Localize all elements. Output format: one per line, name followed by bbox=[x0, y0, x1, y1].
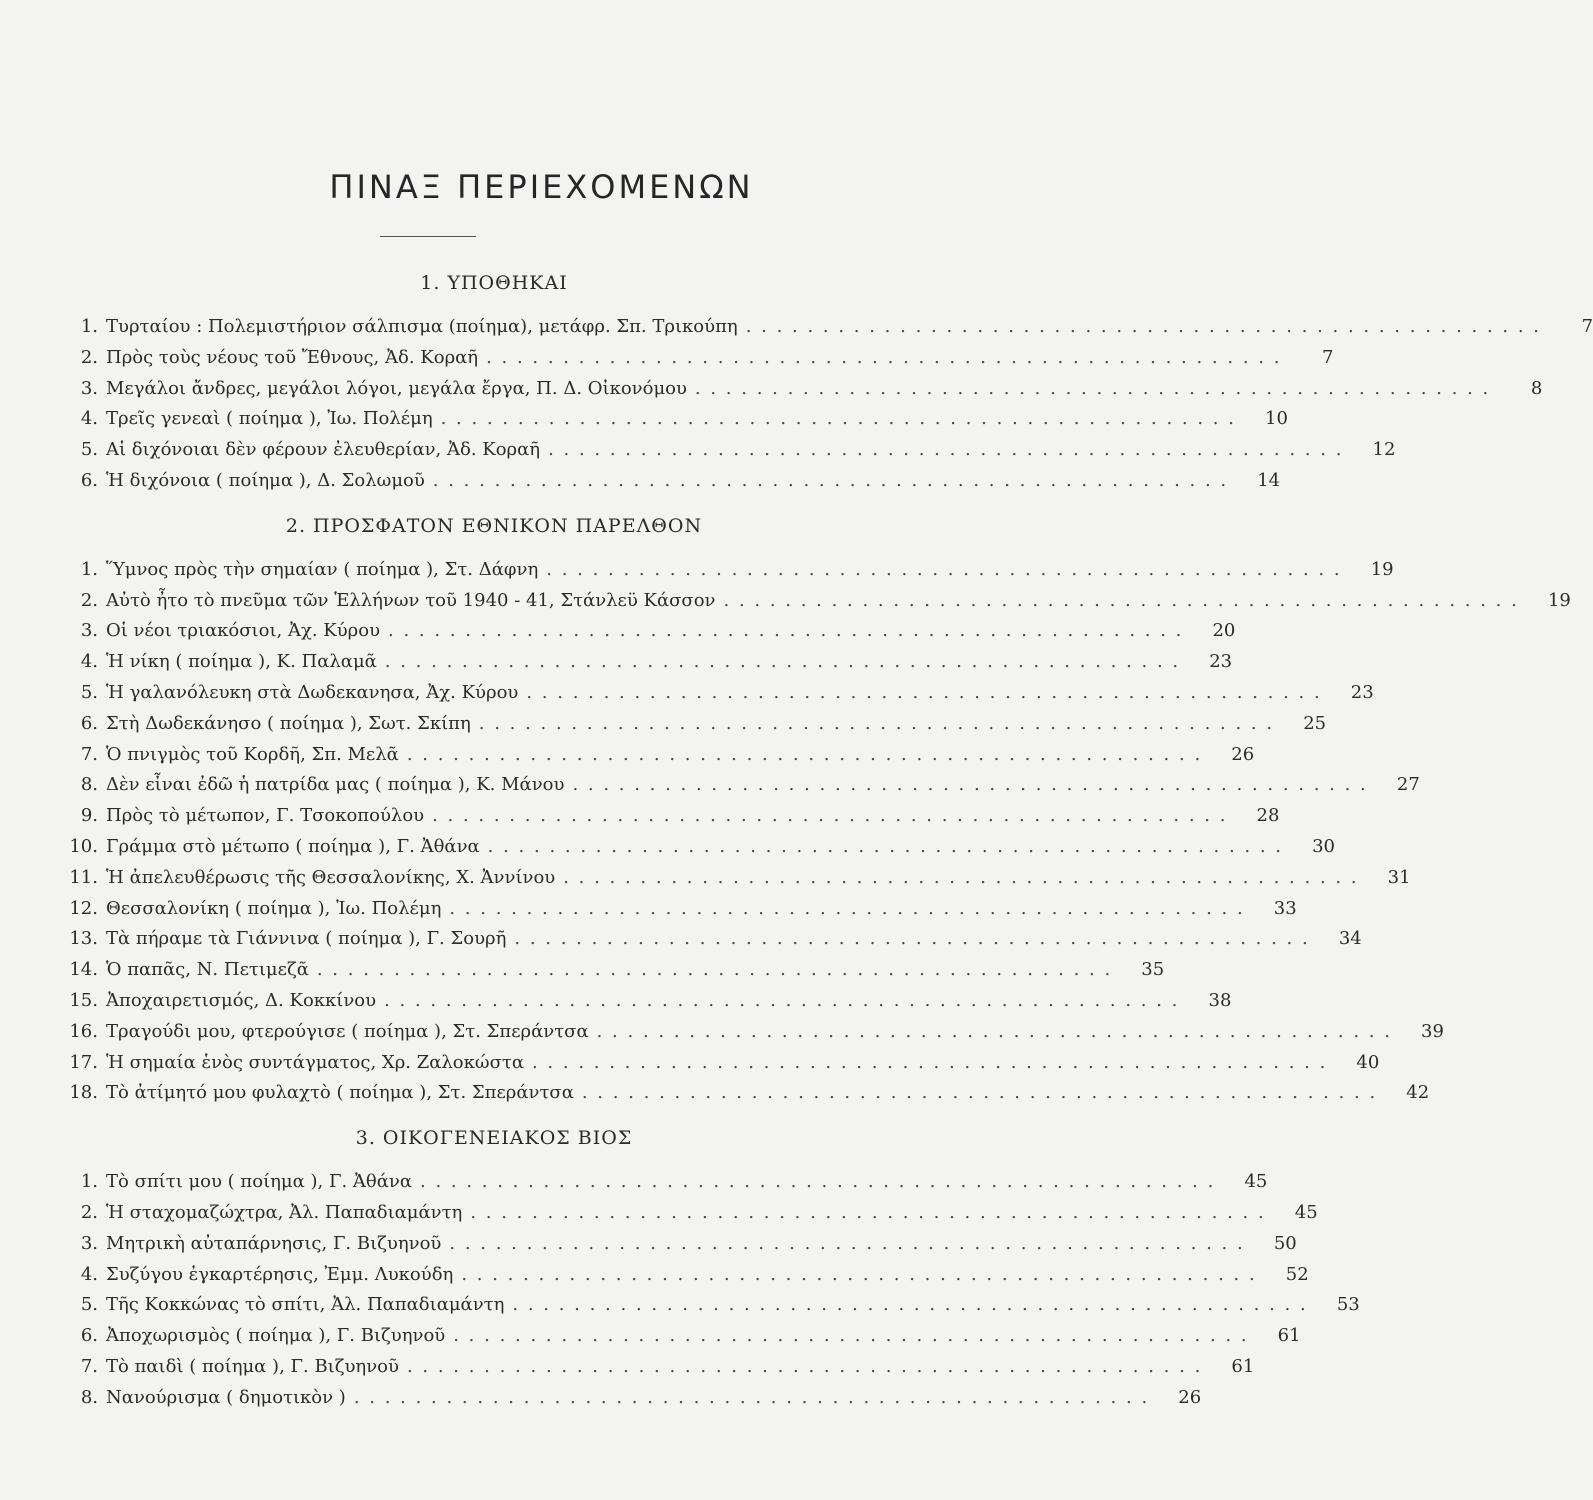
dot-leader bbox=[453, 1321, 1248, 1352]
toc-entry bbox=[58, 801, 1280, 832]
entry-page-number: 12 bbox=[1372, 439, 1396, 461]
dot-leader bbox=[354, 1383, 1149, 1414]
toc-entry bbox=[58, 1167, 1268, 1198]
entry-number: 5. bbox=[80, 1294, 98, 1316]
entry-page-number: 45 bbox=[1244, 1171, 1268, 1193]
toc-entry bbox=[58, 832, 1336, 863]
dot-leader bbox=[384, 986, 1179, 1017]
dot-leader bbox=[695, 374, 1490, 405]
entry-page-number: 14 bbox=[1257, 469, 1281, 491]
entry-title: Ὁ παπᾶς, Ν. Πετιμεζᾶ bbox=[106, 959, 309, 981]
toc-entry bbox=[58, 1260, 1309, 1291]
entry-title: Ἡ διχόνοια ( ποίημα ), Δ. Σολωμοῦ bbox=[106, 469, 425, 491]
entry-number: 2. bbox=[80, 1201, 98, 1223]
entry-title: Συζύγου ἐγκαρτέρησις, Ἐμμ. Λυκούδη bbox=[106, 1263, 454, 1285]
entry-page-number: 25 bbox=[1303, 712, 1327, 734]
entry-title: Τραγούδι μου, φτερούγισε ( ποίημα ), Στ. Σπεράντσα bbox=[106, 1020, 589, 1042]
entry-number: 2. bbox=[80, 589, 98, 611]
entry-number: 5. bbox=[80, 439, 98, 461]
entry-number: 1. bbox=[80, 1171, 98, 1193]
toc-entry bbox=[58, 647, 1233, 678]
toc-entry bbox=[58, 1017, 1444, 1048]
entry-title: Θεσσαλονίκη ( ποίημα ), Ἰω. Πολέμη bbox=[106, 897, 442, 919]
entry-number: 8. bbox=[80, 1386, 98, 1408]
entry-page-number: 7 bbox=[1581, 316, 1593, 337]
entry-number: 13. bbox=[69, 928, 98, 950]
entry-page-number: 26 bbox=[1178, 1386, 1202, 1408]
section-gap bbox=[58, 497, 930, 507]
entry-number: 3. bbox=[80, 620, 98, 642]
entry-title: Μητρικὴ αὐταπάρνησις, Γ. Βιζυηνοῦ bbox=[106, 1232, 442, 1254]
entry-title: Τὸ σπίτι μου ( ποίημα ), Γ. Ἀθάνα bbox=[106, 1171, 412, 1193]
entry-title: Ἡ νίκη ( ποίημα ), Κ. Παλαμᾶ bbox=[106, 651, 377, 673]
toc-entry bbox=[58, 586, 1571, 617]
dot-leader bbox=[441, 404, 1236, 435]
entry-page-number: 19 bbox=[1370, 558, 1394, 580]
entry-title: Τὸ παιδὶ ( ποίημα ), Γ. Βιζυηνοῦ bbox=[106, 1355, 399, 1377]
toc-entry bbox=[58, 770, 1420, 801]
entry-number: 10. bbox=[69, 835, 98, 857]
entry-number: 18. bbox=[69, 1082, 98, 1104]
dot-leader bbox=[388, 616, 1183, 647]
toc-entry bbox=[58, 924, 1362, 955]
toc-entry bbox=[58, 986, 1232, 1017]
entry-number: 7. bbox=[80, 1355, 98, 1377]
entry-number: 14. bbox=[69, 959, 98, 981]
entry-title: Τὰ πήραμε τὰ Γιάννινα ( ποίημα ), Γ. Σουρῆ bbox=[106, 928, 507, 950]
entry-number: 6. bbox=[80, 469, 98, 491]
entry-title: Τρεῖς γενεαὶ ( ποίημα ), Ἰω. Πολέμη bbox=[106, 408, 433, 430]
entry-title: Γράμμα στὸ μέτωπο ( ποίημα ), Γ. Ἀθάνα bbox=[106, 835, 480, 857]
entry-page-number: 23 bbox=[1350, 681, 1374, 703]
entry-number: 17. bbox=[69, 1051, 98, 1073]
toc-entry bbox=[58, 466, 1281, 497]
toc-entry bbox=[58, 435, 1396, 466]
table-of-contents bbox=[58, 264, 1593, 1414]
entry-page-number: 30 bbox=[1312, 835, 1336, 857]
toc-entry bbox=[58, 709, 1327, 740]
dot-leader bbox=[546, 555, 1341, 586]
dot-leader bbox=[526, 678, 1321, 709]
entry-title: Τὸ ἀτίμητό μου φυλαχτὸ ( ποίημα ), Στ. Σπεράντσα bbox=[106, 1082, 574, 1104]
dot-leader bbox=[317, 955, 1112, 986]
entry-title: Πρὸς τὸ μέτωπον, Γ. Τσοκοπούλου bbox=[106, 805, 425, 827]
dot-leader bbox=[563, 863, 1358, 894]
entry-number: 5. bbox=[80, 681, 98, 703]
entry-title: Ἀποχωρισμὸς ( ποίημα ), Γ. Βιζυηνοῦ bbox=[106, 1325, 446, 1347]
toc-entry bbox=[58, 1078, 1430, 1109]
entry-title: Τῆς Κοκκώνας τὸ σπίτι, Ἀλ. Παπαδιαμάντη bbox=[106, 1294, 505, 1316]
toc-entry bbox=[58, 404, 1288, 435]
dot-leader bbox=[488, 832, 1283, 863]
entry-title: Πρὸς τοὺς νέους τοῦ Ἔθνους, Ἀδ. Κοραῆ bbox=[106, 346, 479, 368]
dot-leader bbox=[407, 740, 1202, 771]
dot-leader bbox=[420, 1167, 1215, 1198]
entry-page-number: 34 bbox=[1338, 928, 1362, 950]
entry-page-number: 53 bbox=[1336, 1294, 1360, 1316]
toc-entry bbox=[58, 616, 1236, 647]
entry-page-number: 10 bbox=[1265, 408, 1288, 430]
entry-page-number: 23 bbox=[1209, 651, 1233, 673]
entry-number: 4. bbox=[80, 651, 98, 673]
dot-leader bbox=[572, 770, 1367, 801]
entry-number: 7. bbox=[80, 743, 98, 765]
toc-entry bbox=[58, 1321, 1301, 1352]
entry-number: 3. bbox=[80, 377, 98, 399]
entry-title: Νανούρισμα ( δημοτικὸν ) bbox=[106, 1386, 346, 1408]
section-heading: 2. ΠΡΟΣΦΑΤΟΝ ΕΘΝΙΚΟΝ ΠΑΡΕΛΘΟΝ bbox=[285, 514, 703, 537]
toc-entry bbox=[58, 1383, 1202, 1414]
entry-page-number: 35 bbox=[1141, 959, 1165, 981]
entry-page-number: 33 bbox=[1273, 897, 1297, 919]
entry-title: Τυρταίου : Πολεμιστήριον σάλπισμα (ποίημα), μετάφρ. Σπ. Τρικούπη bbox=[106, 316, 738, 337]
entry-page-number: 39 bbox=[1421, 1020, 1444, 1042]
entry-page-number: 42 bbox=[1406, 1082, 1430, 1104]
dot-leader bbox=[486, 343, 1281, 374]
dot-leader bbox=[724, 586, 1519, 617]
dot-leader bbox=[597, 1017, 1392, 1048]
entry-title: Ἡ σταχομαζώχτρα, Ἀλ. Παπαδιαμάντη bbox=[106, 1201, 463, 1223]
entry-page-number: 7 bbox=[1321, 346, 1334, 368]
entry-title: Ἡ σημαία ἑνὸς συντάγματος, Χρ. Ζαλοκώστα bbox=[106, 1051, 524, 1073]
dot-leader bbox=[548, 435, 1343, 466]
entry-page-number: 38 bbox=[1208, 989, 1232, 1011]
dot-leader bbox=[449, 1229, 1244, 1260]
toc-entry bbox=[58, 894, 1297, 925]
entry-title: Ἀποχαιρετισμός, Δ. Κοκκίνου bbox=[106, 989, 377, 1011]
entry-page-number: 8 bbox=[1530, 377, 1543, 399]
section-heading: 1. ΥΠΟΘΗΚΑΙ bbox=[420, 272, 568, 294]
entry-number: 4. bbox=[80, 408, 98, 430]
title-rule bbox=[380, 236, 476, 237]
dot-leader bbox=[461, 1260, 1256, 1291]
entry-title: Αἱ διχόνοιαι δὲν φέρουν ἐλευθερίαν, Ἀδ. Κοραῆ bbox=[106, 439, 541, 461]
entry-page-number: 40 bbox=[1356, 1051, 1380, 1073]
entry-page-number: 19 bbox=[1547, 589, 1571, 611]
entry-title: Οἱ νέοι τριακόσιοι, Ἀχ. Κύρου bbox=[106, 620, 381, 642]
toc-entry bbox=[58, 678, 1374, 709]
entry-number: 1. bbox=[80, 316, 98, 337]
toc-entry bbox=[58, 1229, 1297, 1260]
toc-entry bbox=[58, 863, 1411, 894]
entry-number: 3. bbox=[80, 1232, 98, 1254]
entry-title: Στὴ Δωδεκάνησο ( ποίημα ), Σωτ. Σκίπη bbox=[106, 712, 471, 734]
entry-number: 6. bbox=[80, 1325, 98, 1347]
entry-number: 6. bbox=[80, 712, 98, 734]
entry-number: 12. bbox=[69, 897, 98, 919]
toc-entry bbox=[58, 955, 1165, 986]
entry-title: Αὐτὸ ἦτο τὸ πνεῦμα τῶν Ἑλλήνων τοῦ 1940 - 41, Στάνλεϋ Κάσσον bbox=[106, 589, 716, 611]
entry-number: 1. bbox=[80, 558, 98, 580]
dot-leader bbox=[433, 466, 1228, 497]
entry-page-number: 61 bbox=[1277, 1325, 1301, 1347]
entry-title: Ἡ γαλανόλευκη στὰ Δωδεκανησα, Ἀχ. Κύρου bbox=[106, 681, 519, 703]
entry-page-number: 27 bbox=[1396, 774, 1420, 796]
entry-title: Δὲν εἶναι ἐδῶ ἡ πατρίδα μας ( ποίημα ), Κ. Μάνου bbox=[106, 774, 565, 796]
dot-leader bbox=[746, 312, 1541, 343]
entry-number: 4. bbox=[80, 1263, 98, 1285]
toc-entry bbox=[58, 1048, 1380, 1079]
entry-number: 8. bbox=[80, 774, 98, 796]
toc-entry bbox=[58, 740, 1255, 771]
entry-page-number: 61 bbox=[1231, 1355, 1255, 1377]
dot-leader bbox=[582, 1078, 1377, 1109]
dot-leader bbox=[385, 647, 1180, 678]
toc-entry bbox=[58, 555, 1394, 586]
dot-leader bbox=[512, 1290, 1307, 1321]
toc-entry bbox=[58, 1352, 1255, 1383]
entry-title: Μεγάλοι ἄνδρες, μεγάλοι λόγοι, μεγάλα ἔργα, Π. Δ. Οἰκονόμου bbox=[106, 377, 687, 399]
entry-number: 2. bbox=[80, 346, 98, 368]
entry-page-number: 50 bbox=[1273, 1232, 1297, 1254]
entry-number: 11. bbox=[69, 866, 98, 888]
dot-leader bbox=[532, 1048, 1327, 1079]
section-heading: 3. ΟΙΚΟΓΕΝΕΙΑΚΟΣ ΒΙΟΣ bbox=[355, 1127, 633, 1150]
entry-number: 9. bbox=[80, 805, 98, 827]
entry-number: 16. bbox=[69, 1020, 98, 1042]
entry-page-number: 20 bbox=[1212, 620, 1236, 642]
entry-page-number: 45 bbox=[1294, 1201, 1318, 1223]
entry-title: Ὁ πνιγμὸς τοῦ Κορδῆ, Σπ. Μελᾶ bbox=[106, 743, 399, 765]
section-gap bbox=[58, 1109, 930, 1119]
dot-leader bbox=[449, 894, 1244, 925]
dot-leader bbox=[514, 924, 1309, 955]
entry-title: Ὕμνος πρὸς τὴν σημαίαν ( ποίημα ), Στ. Δάφνη bbox=[106, 558, 539, 580]
page-title: ΠΙΝΑΞ ΠΕΡΙΕΧΟΜΕΝΩΝ bbox=[329, 168, 754, 206]
toc-entry bbox=[58, 374, 1543, 405]
entry-page-number: 28 bbox=[1256, 805, 1280, 827]
entry-number: 15. bbox=[69, 989, 98, 1011]
entry-page-number: 26 bbox=[1231, 743, 1255, 765]
entry-page-number: 31 bbox=[1387, 866, 1411, 888]
toc-entry bbox=[58, 1290, 1360, 1321]
entry-page-number: 52 bbox=[1285, 1263, 1309, 1285]
entry-title: Ἡ ἀπελευθέρωσις τῆς Θεσσαλονίκης, Χ. Ἀννίνου bbox=[106, 866, 556, 888]
dot-leader bbox=[470, 1198, 1265, 1229]
toc-entry bbox=[58, 343, 1334, 374]
dot-leader bbox=[407, 1352, 1202, 1383]
dot-leader bbox=[479, 709, 1274, 740]
dot-leader bbox=[432, 801, 1227, 832]
toc-entry bbox=[58, 312, 1593, 343]
toc-entry bbox=[58, 1198, 1318, 1229]
